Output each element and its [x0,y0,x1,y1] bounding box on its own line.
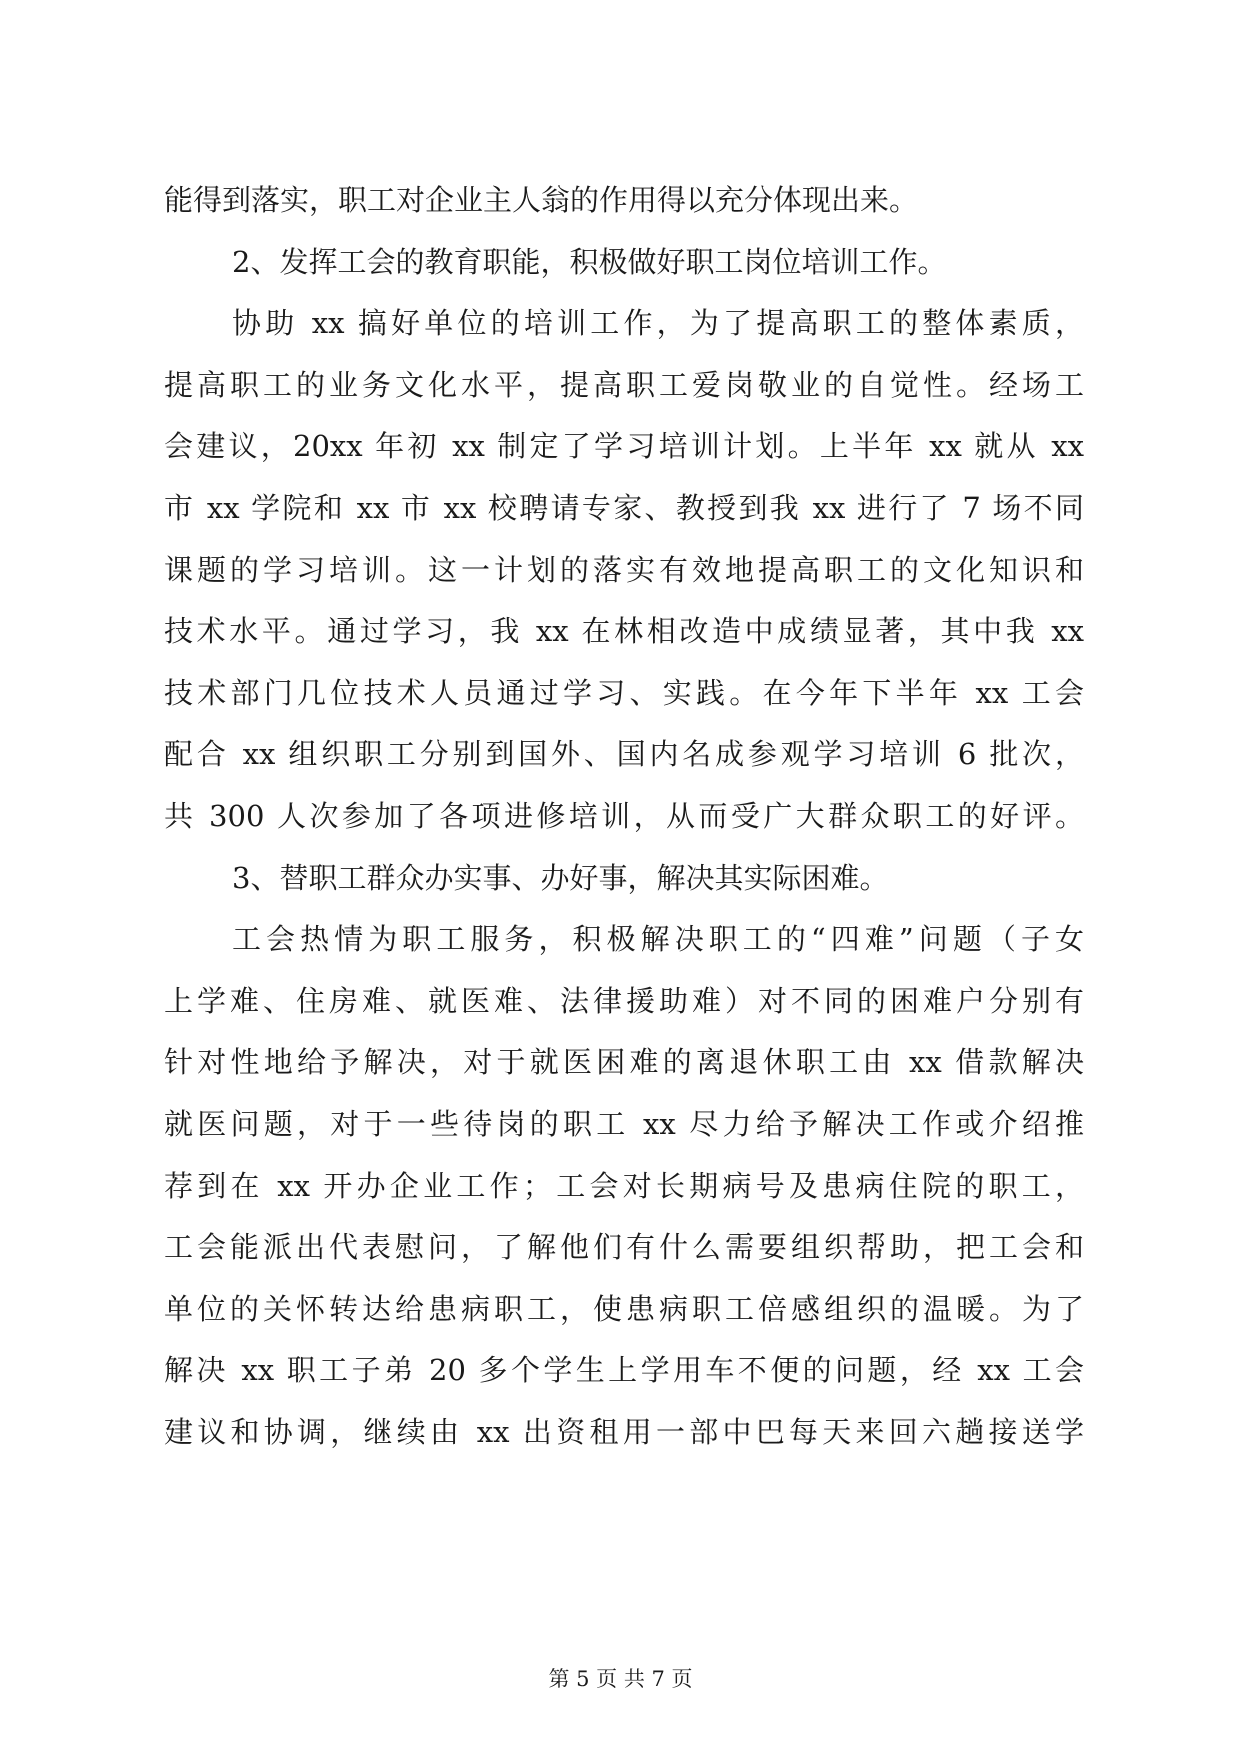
text-line: 就医问题，对于一些待岗的职工 xx 尽力给予解决工作或介绍推 [164,1106,1084,1141]
text-line: 上学难、住房难、就医难、法律援助难）对不同的困难户分别有 [164,983,1084,1018]
text-line: 能得到落实，职工对企业主人翁的作用得以充分体现出来。 [164,183,919,217]
document-body [164,170,1084,1463]
text-line: 针对性地给予解决，对于就医困难的离退休职工由 xx 借款解决 [164,1045,1084,1080]
text-line: 提高职工的业务文化水平，提高职工爱岗敬业的自觉性。经场工 [164,367,1084,402]
text-line: 单位的关怀转达给患病职工，使患病职工倍感组织的温暖。为了 [164,1291,1084,1326]
section-heading: 2、发挥工会的教育职能，积极做好职工岗位培训工作。 [232,244,947,279]
page-footer [0,1664,1241,1694]
text-line: 共 300 人次参加了各项进修培训，从而受广大群众职工的好评。 [164,798,1084,833]
text-line: 技术水平。通过学习，我 xx 在林相改造中成绩显著，其中我 xx [164,614,1084,649]
text-line: 会建议，20xx 年初 xx 制定了学习培训计划。上半年 xx 就从 xx [164,429,1084,464]
section-heading: 3、替职工群众办实事、办好事，解决其实际困难。 [232,860,889,895]
page-number: 第 5 页 共 7 页 [548,1667,693,1691]
text-line: 课题的学习培训。这一计划的落实有效地提高职工的文化知识和 [164,552,1084,587]
text-line: 解决 xx 职工子弟 20 多个学生上学用车不便的问题，经 xx 工会 [164,1353,1084,1388]
text-line: 工会热情为职工服务，积极解决职工的“四难”问题（子女 [232,922,1084,957]
text-line: 市 xx 学院和 xx 市 xx 校聘请专家、教授到我 xx 进行了 7 场不同 [164,490,1084,525]
text-line: 配合 xx 组织职工分别到国外、国内名成参观学习培训 6 批次， [164,737,1084,772]
text-line: 建议和协调，继续由 xx 出资租用一部中巴每天来回六趟接送学 [164,1414,1084,1449]
text-line: 技术部门几位技术人员通过学习、实践。在今年下半年 xx 工会 [164,675,1084,710]
text-line: 协助 xx 搞好单位的培训工作，为了提高职工的整体素质， [232,306,1084,341]
text-line: 工会能派出代表慰问，了解他们有什么需要组织帮助，把工会和 [164,1230,1084,1265]
text-line: 荐到在 xx 开办企业工作；工会对长期病号及患病住院的职工， [164,1168,1084,1203]
